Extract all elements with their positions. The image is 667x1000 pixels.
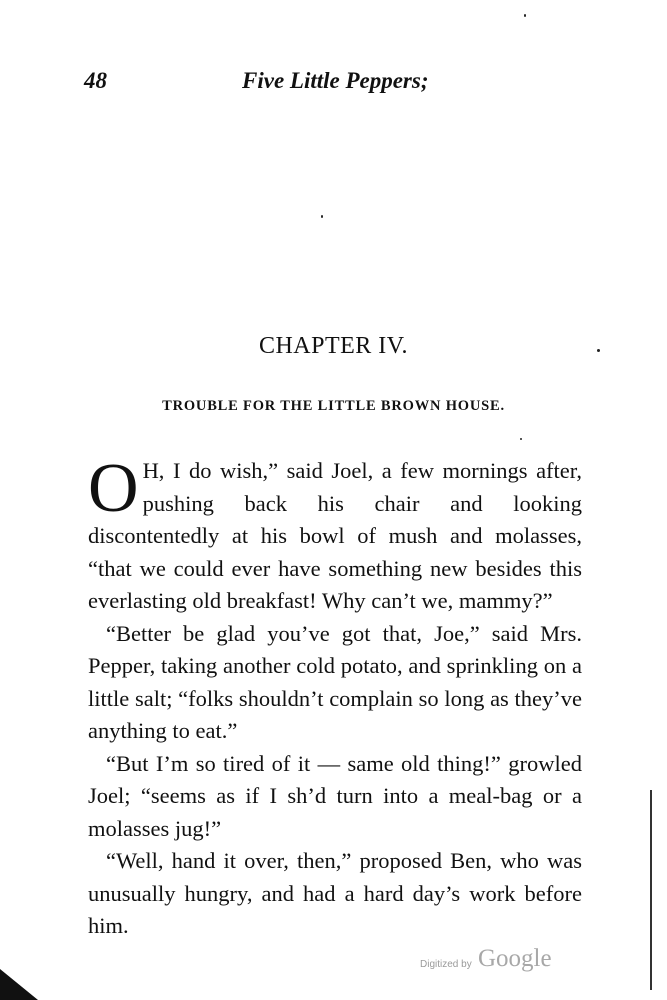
paragraph: “But I’m so tired of it — same old thing!” growled Joel; “seems as if I sh’d turn into a meal-bag or a molasses jug!” [88, 750, 582, 841]
page-number: 48 [84, 68, 107, 93]
digitized-by-label: Digitized by [420, 959, 472, 970]
page-edge-line [650, 790, 652, 990]
google-logo: Google [478, 945, 552, 972]
paragraph [88, 450, 582, 618]
chapter-heading: CHAPTER IV. [258, 333, 409, 359]
ink-speck [597, 349, 600, 352]
ink-speck [524, 14, 526, 17]
ink-speck [520, 438, 522, 440]
chapter-subtitle: TROUBLE FOR THE LITTLE BROWN HOUSE. [162, 398, 505, 414]
ink-speck [321, 215, 323, 218]
paragraph: “Well, hand it over, then,” proposed Ben, who was unusually hungry, and had a hard day’s work before him. [88, 848, 582, 938]
running-title: Five Little Peppers; [242, 68, 429, 93]
page-corner-mark [0, 965, 40, 1000]
paragraph: “Better be glad you’ve got that, Joe,” said Mrs. Pepper, taking another cold potato, and sprinkling on a little salt; “folks shouldn’t complain so long as they’ve anything to eat.” [88, 620, 582, 743]
body-text [88, 450, 582, 943]
paragraph-text: H, I do wish,” said Joel, a few mornings after, pushing back his chair and looking discontentedly at his bowl of mush and molasses, “that we could ever have something new besides this everlasting old breakfast! Why can’t we, mammy?” [88, 458, 582, 613]
drop-cap: O [88, 450, 139, 527]
